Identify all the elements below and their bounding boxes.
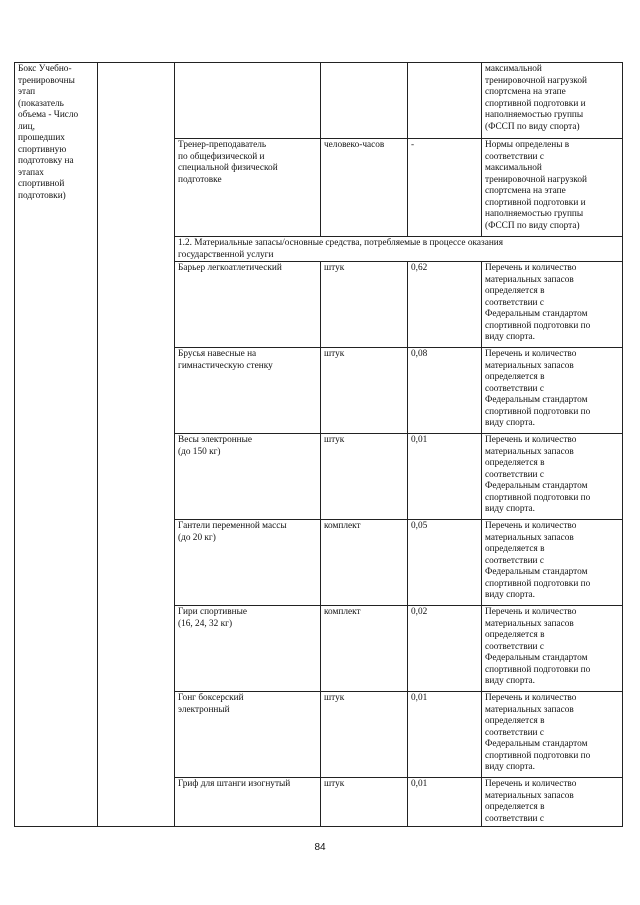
empty-cell: [321, 63, 408, 139]
item-unit-cell: комплект: [321, 606, 408, 692]
item-note-cell: Перечень и количество материальных запасов определяется в соответствии с Федеральным стандартом спортивной подготовки по виду спорта.: [482, 434, 623, 520]
note-cell: максимальной тренировочной нагрузкой спортсмена на этапе спортивной подготовки и наполняемостью группы (ФССП по виду спорта): [482, 63, 623, 139]
empty-cell: [408, 63, 482, 139]
item-note-cell: Перечень и количество материальных запасов определяется в соответствии с Федеральным стандартом спортивной подготовки по виду спорта.: [482, 520, 623, 606]
item-name-cell: Гантели переменной массы (до 20 кг): [175, 520, 321, 606]
trainer-value-cell: -: [408, 139, 482, 237]
page-number: 84: [314, 842, 326, 853]
item-unit-cell: штук: [321, 778, 408, 827]
item-name-cell: Гири спортивные (16, 24, 32 кг): [175, 606, 321, 692]
item-note-cell: Перечень и количество материальных запасов определяется в соответствии с: [482, 778, 623, 827]
section-header: 1.2. Материальные запасы/основные средства, потребляемые в процессе оказания государственной услуги: [175, 237, 623, 262]
item-value-cell: 0,02: [408, 606, 482, 692]
norms-table: [14, 62, 623, 827]
trainer-note-cell: Нормы определены в соответствии с максимальной тренировочной нагрузкой спортсмена на этапе спортивной подготовки и наполняемостью группы (ФССП по виду спорта): [482, 139, 623, 237]
item-value-cell: 0,05: [408, 520, 482, 606]
item-unit-cell: комплект: [321, 520, 408, 606]
table-row: [15, 63, 623, 139]
item-note-cell: Перечень и количество материальных запасов определяется в соответствии с Федеральным стандартом спортивной подготовки по виду спорта.: [482, 262, 623, 348]
item-unit-cell: штук: [321, 434, 408, 520]
item-value-cell: 0,62: [408, 262, 482, 348]
item-name-cell: Барьер легкоатлетический: [175, 262, 321, 348]
item-value-cell: 0,01: [408, 434, 482, 520]
item-name-cell: Весы электронные (до 150 кг): [175, 434, 321, 520]
item-name-cell: Гонг боксерский электронный: [175, 692, 321, 778]
item-value-cell: 0,08: [408, 348, 482, 434]
item-name-cell: Гриф для штанги изогнутый: [175, 778, 321, 827]
item-note-cell: Перечень и количество материальных запасов определяется в соответствии с Федеральным стандартом спортивной подготовки по виду спорта.: [482, 606, 623, 692]
empty-cell: [98, 63, 175, 827]
item-note-cell: Перечень и количество материальных запасов определяется в соответствии с Федеральным стандартом спортивной подготовки по виду спорта.: [482, 348, 623, 434]
empty-cell: [175, 63, 321, 139]
item-value-cell: 0,01: [408, 692, 482, 778]
item-note-cell: Перечень и количество материальных запасов определяется в соответствии с Федеральным стандартом спортивной подготовки по виду спорта.: [482, 692, 623, 778]
item-unit-cell: штук: [321, 262, 408, 348]
row-label-cell: Бокс Учебно- тренировочны этап (показатель объема - Число лиц, прошедших спортивную подготовку на этапах спортивной подготовки): [15, 63, 98, 827]
item-name-cell: Брусья навесные на гимнастическую стенку: [175, 348, 321, 434]
trainer-unit-cell: человеко-часов: [321, 139, 408, 237]
item-unit-cell: штук: [321, 348, 408, 434]
item-value-cell: 0,01: [408, 778, 482, 827]
item-unit-cell: штук: [321, 692, 408, 778]
trainer-name-cell: Тренер-преподаватель по общефизической и специальной физической подготовке: [175, 139, 321, 237]
